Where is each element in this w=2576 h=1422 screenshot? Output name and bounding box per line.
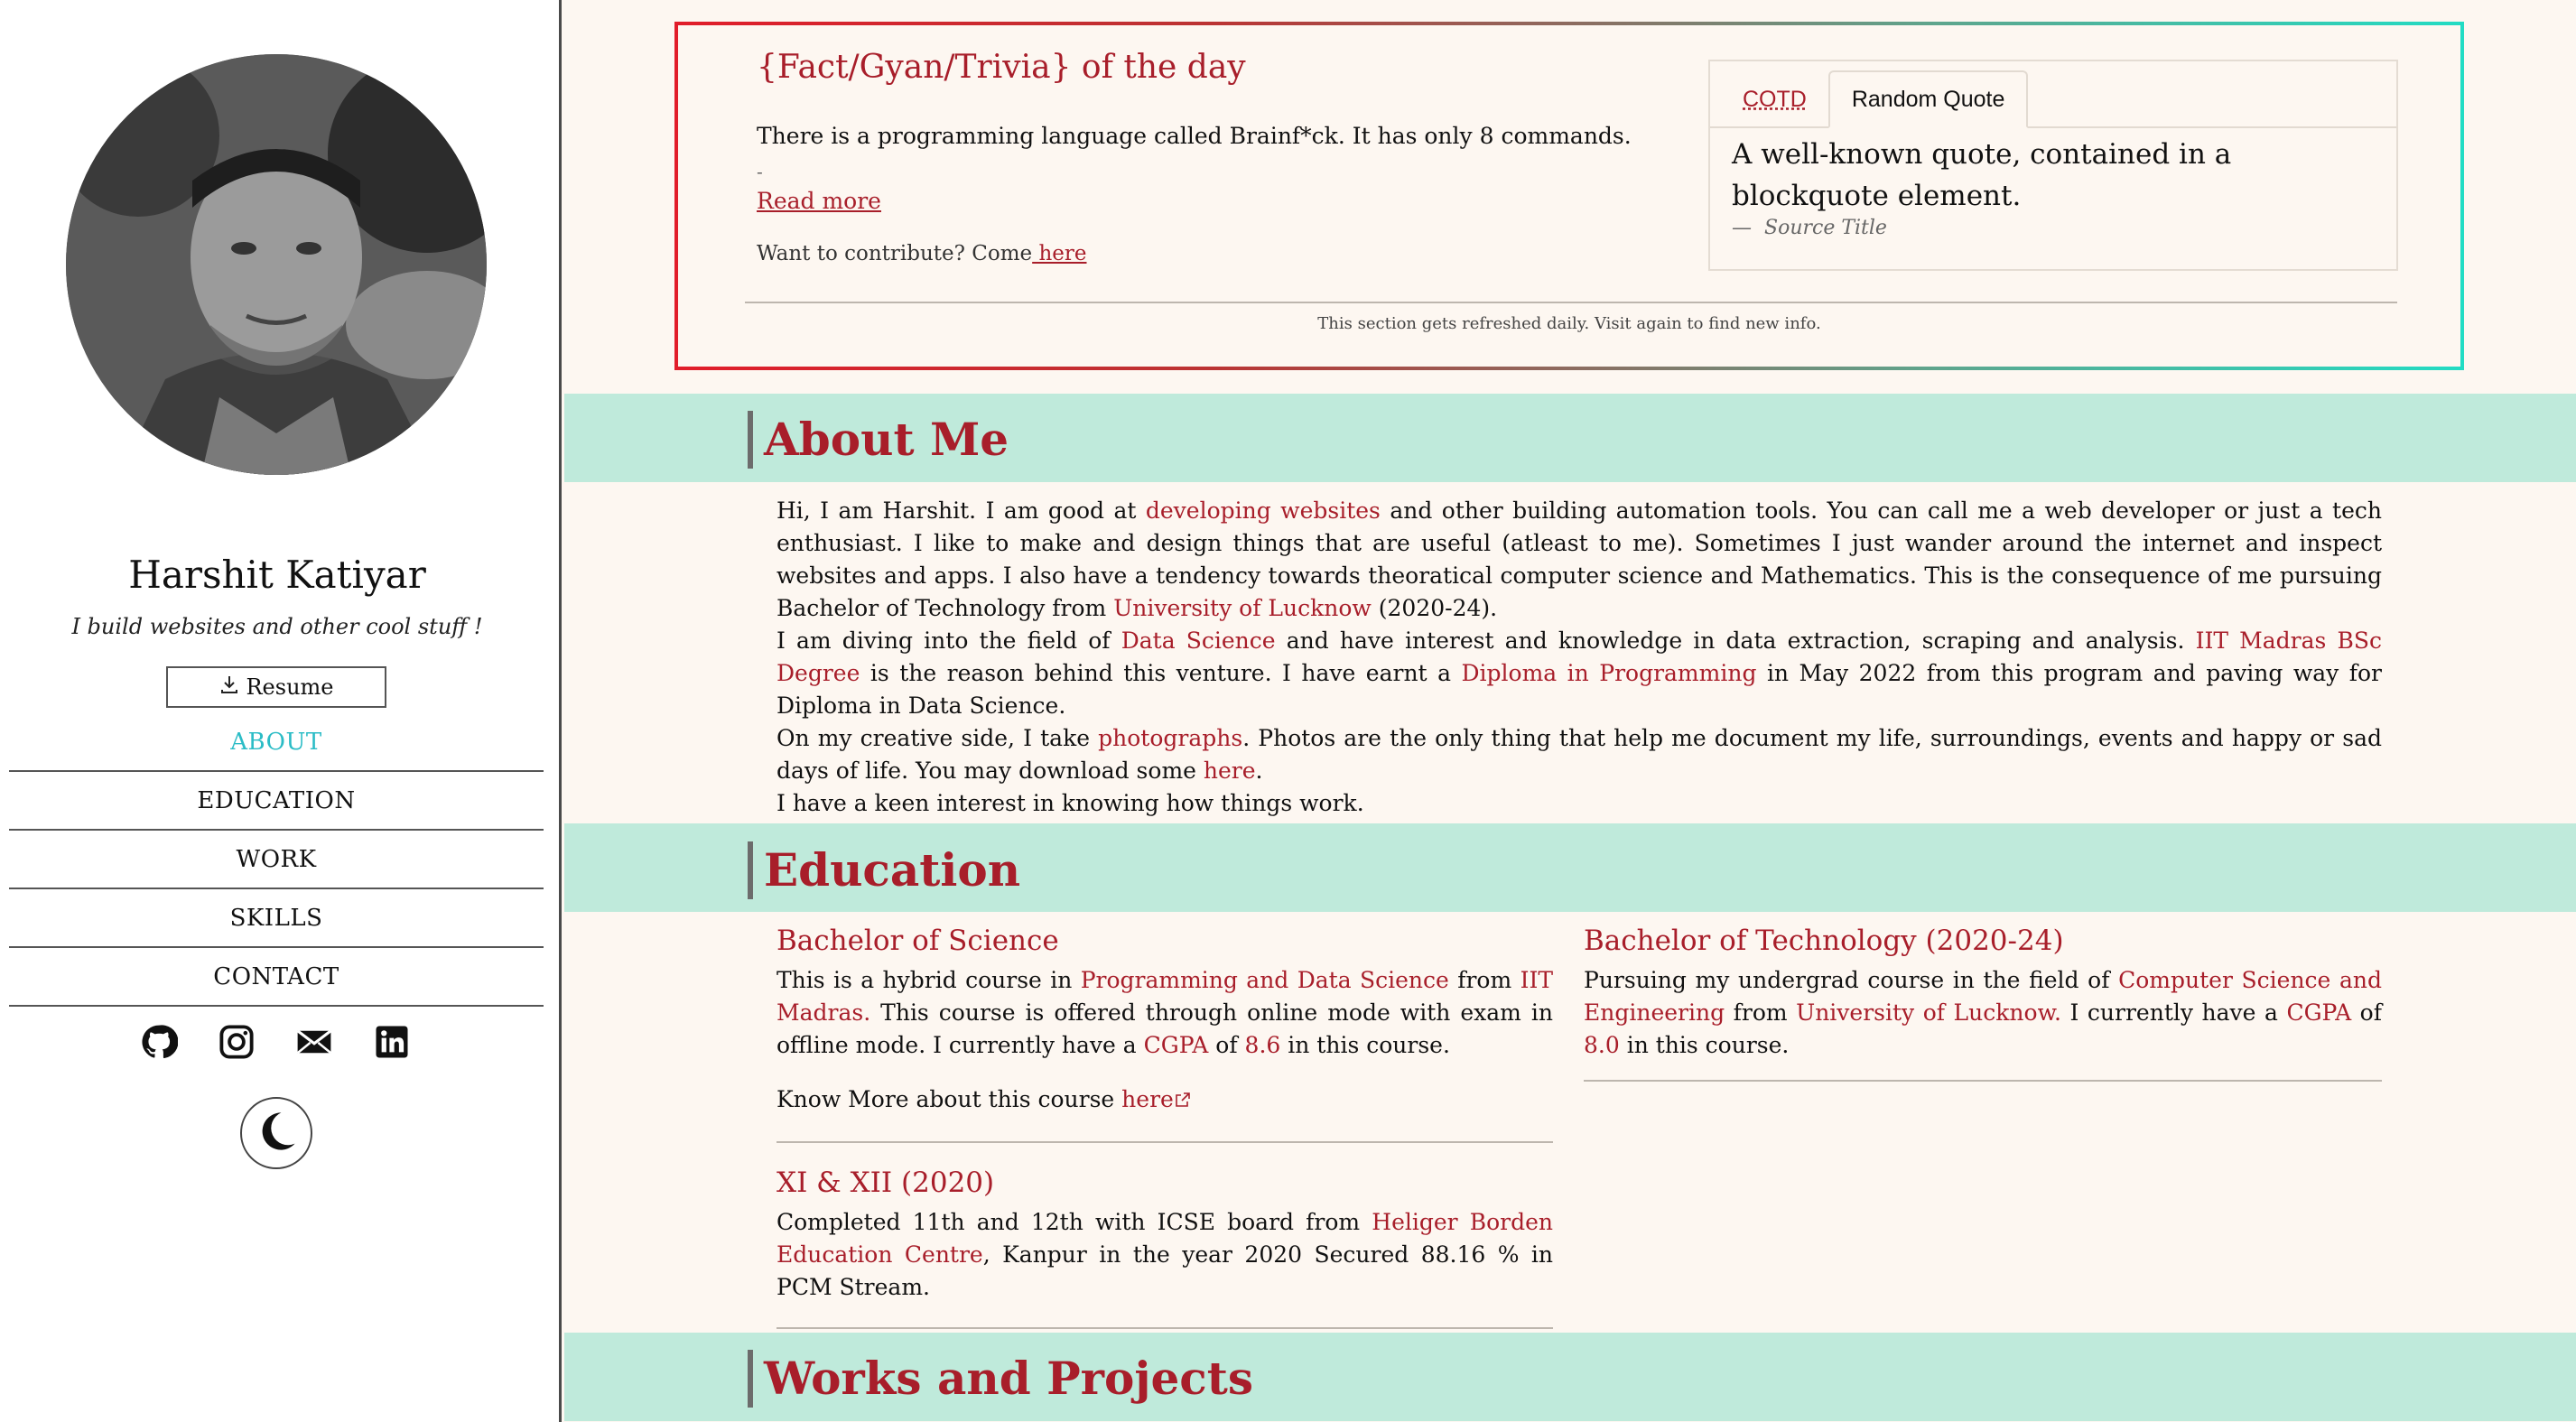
- works-heading: Works and Projects: [748, 1350, 1253, 1408]
- download-icon: [219, 674, 240, 701]
- quote-source: [1732, 217, 1887, 239]
- mail-icon[interactable]: [295, 1023, 333, 1061]
- external-link-icon: [1174, 1085, 1192, 1103]
- about-paragraph-4: I have a keen interest in knowing how things work.: [777, 790, 1364, 816]
- know-more-link[interactable]: [1121, 1086, 1192, 1112]
- social-links: [140, 1018, 411, 1065]
- fact-divider: [745, 302, 2397, 303]
- profile-photo: [66, 54, 487, 475]
- nav-item-skills[interactable]: SKILLS: [9, 889, 544, 948]
- know-more-text: Know More about this course: [777, 1086, 1122, 1112]
- about-p2-text-a: I am diving into the field of: [777, 627, 1121, 654]
- data-science-link[interactable]: Data Science: [1121, 627, 1276, 654]
- education-right-column: [1584, 921, 2382, 1082]
- contribute-text: [757, 242, 1087, 265]
- contribute-link[interactable]: here: [1032, 242, 1087, 265]
- about-text: [777, 495, 2382, 820]
- fact-text: There is a programming language called Brainf*ck. It has only 8 commands.: [757, 123, 1632, 149]
- btech-text-1: Pursuing my undergrad course in the field of: [1584, 967, 2119, 993]
- about-p1-text-b: and other building automation tools. You can call me a web developer or just a tech enthusiast. I like to make and design things that are useful (atleast to me). Sometimes I just wander around the internet and inspect websites and apps. I also have a tendency towards theoratical computer science and Mathematics. This is the consequence of me pursuing Bachelor of Technology from: [777, 497, 2382, 621]
- developing-websites-link[interactable]: developing websites: [1145, 497, 1381, 524]
- tab-random-quote[interactable]: Random Quote: [1828, 70, 2029, 128]
- quote-source-dash: —: [1732, 217, 1752, 239]
- nav-item-education[interactable]: EDUCATION: [9, 772, 544, 831]
- bsc-text-1: This is a hybrid course in: [777, 967, 1081, 993]
- moon-icon: [253, 1108, 300, 1158]
- btech-cgpa-link[interactable]: CGPA: [2286, 999, 2352, 1026]
- btech-divider: [1584, 1080, 2382, 1082]
- btech-description: [1584, 964, 2382, 1062]
- fact-separator: -: [757, 161, 763, 182]
- bsc-divider: [777, 1141, 1553, 1143]
- linkedin-icon[interactable]: [373, 1023, 411, 1061]
- profile-name: Harshit Katiyar: [128, 553, 426, 597]
- quote-source-title: Source Title: [1764, 217, 1887, 239]
- about-p3-text-b: . Photos are the only thing that help me document my life, surroundings, events and happy or sad days of life. You may download some: [777, 725, 2382, 784]
- btech-title: Bachelor of Technology (2020-24): [1584, 925, 2064, 957]
- sidebar-nav: [9, 713, 544, 1007]
- bsc-title: Bachelor of Science: [777, 925, 1059, 957]
- school-title: XI & XII (2020): [777, 1166, 995, 1199]
- diploma-in-programming-link[interactable]: Diploma in Programming: [1461, 660, 1757, 686]
- about-p2-text-b: and have interest and knowledge in data extraction, scraping and analysis.: [1275, 627, 2196, 654]
- bsc-know-more: [777, 1083, 1553, 1116]
- tab-cotd[interactable]: COTD: [1743, 86, 1807, 112]
- school-text-1: Completed 11th and 12th with ICSE board from: [777, 1209, 1372, 1235]
- nav-item-work[interactable]: WORK: [9, 831, 544, 889]
- fact-title: {Fact/Gyan/Trivia} of the day: [757, 49, 1246, 86]
- quote-tabs: [1710, 70, 2396, 128]
- about-paragraph-3: [777, 722, 2382, 787]
- resume-label: Resume: [246, 674, 334, 700]
- bsc-text-2: from: [1448, 967, 1520, 993]
- about-p2-text-c: is the reason behind this venture. I have earnt a: [860, 660, 1462, 686]
- bsc-cgpa-value[interactable]: 8.6: [1244, 1032, 1281, 1058]
- fact-of-the-day: [674, 22, 2464, 370]
- btech-text-3: I currently have a: [2060, 999, 2287, 1026]
- about-p1-text-c: (2020-24).: [1371, 595, 1498, 621]
- profile-tagline: I build websites and other cool stuff !: [71, 614, 483, 639]
- programming-data-science-link[interactable]: Programming and Data Science: [1080, 967, 1449, 993]
- iit-madras-link[interactable]: IIT Madras.: [777, 967, 1553, 1026]
- education-heading: Education: [748, 841, 1020, 899]
- btech-cgpa-value[interactable]: 8.0: [1584, 1032, 1620, 1058]
- school-description: [777, 1206, 1553, 1304]
- know-more-link-label: here: [1121, 1086, 1174, 1112]
- photographs-link[interactable]: photographs: [1098, 725, 1243, 751]
- about-paragraph-2: [777, 625, 2382, 722]
- bsc-text-3: This course is offered through online mode with exam in offline mode. I currently have a: [777, 999, 1553, 1058]
- nav-item-about[interactable]: ABOUT: [9, 713, 544, 772]
- btech-university-link[interactable]: University of Lucknow.: [1796, 999, 2061, 1026]
- main-content: [564, 0, 2576, 1422]
- btech-text-5: in this course.: [1619, 1032, 1790, 1058]
- theme-toggle-button[interactable]: [240, 1097, 312, 1169]
- about-p3-text-c: .: [1255, 757, 1263, 784]
- bsc-text-5: in this course.: [1280, 1032, 1450, 1058]
- contribute-prefix: Want to contribute? Come: [757, 242, 1033, 265]
- iit-madras-bsc-link[interactable]: IIT Madras BSc Degree: [777, 627, 2382, 686]
- about-p3-text-a: On my creative side, I take: [777, 725, 1099, 751]
- instagram-icon[interactable]: [218, 1023, 256, 1061]
- about-heading: About Me: [748, 411, 1009, 469]
- quote-card: [1708, 60, 2398, 271]
- btech-text-4: of: [2351, 999, 2382, 1026]
- download-photos-link[interactable]: here: [1203, 757, 1256, 784]
- university-of-lucknow-link[interactable]: University of Lucknow: [1113, 595, 1372, 621]
- fact-footer-note: This section gets refreshed daily. Visit again to find new info.: [1317, 314, 1821, 333]
- about-paragraph-1: [777, 495, 2382, 625]
- heliger-borden-link[interactable]: Heliger Borden Education Centre: [777, 1209, 1554, 1268]
- about-p2-text-d: in May 2022 from this program and paving way for Diploma in Data Science.: [777, 660, 2382, 719]
- nav-item-contact[interactable]: CONTACT: [9, 948, 544, 1007]
- school-divider: [777, 1327, 1553, 1329]
- btech-text-2: from: [1725, 999, 1797, 1026]
- quote-text: A well-known quote, contained in a blockquote element.: [1732, 138, 2232, 212]
- cse-link[interactable]: Computer Science and Engineering: [1584, 967, 2382, 1026]
- about-p1-text-a: Hi, I am Harshit. I am good at: [777, 497, 1146, 524]
- sidebar: [0, 0, 562, 1422]
- bsc-description: [777, 964, 1553, 1062]
- bsc-text-4: of: [1208, 1032, 1245, 1058]
- github-icon[interactable]: [140, 1023, 178, 1061]
- school-text-2: , Kanpur in the year 2020 Secured 88.16 % in PCM Stream.: [777, 1241, 1553, 1300]
- education-left-column: [777, 921, 1553, 1329]
- bsc-cgpa-link[interactable]: CGPA: [1143, 1032, 1209, 1058]
- resume-button[interactable]: [166, 666, 386, 708]
- avatar: [66, 54, 487, 475]
- read-more-link[interactable]: Read more: [757, 188, 881, 214]
